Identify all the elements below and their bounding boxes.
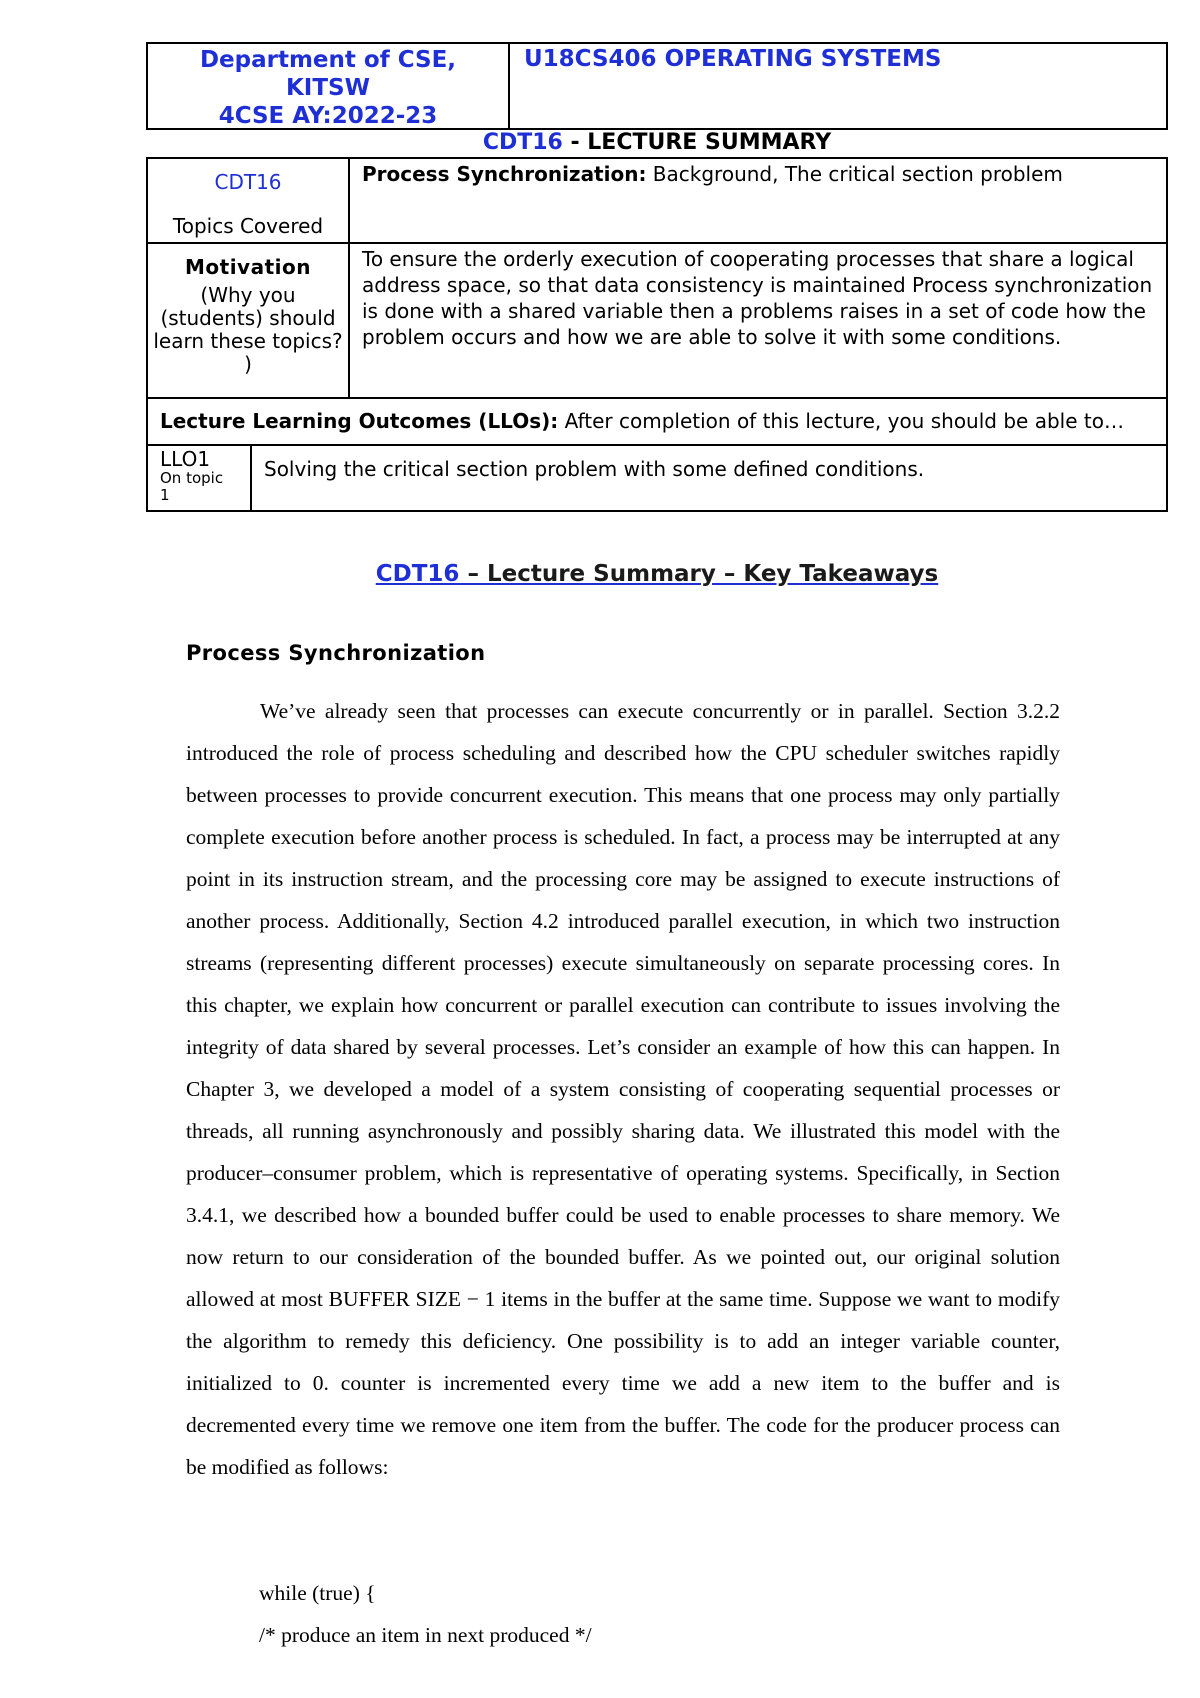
topics-code: CDT16 bbox=[214, 170, 282, 194]
llo-heading: Lecture Learning Outcomes (LLOs): bbox=[160, 409, 559, 433]
motivation-text-line2: address space, so that data consistency is maintained Process synchronization is done with a shared variable then a problems raises in a set of code how the problem occurs and how we are able to solve it with some conditions. bbox=[362, 273, 1153, 349]
llo1-text: Solving the critical section problem with some defined conditions. bbox=[264, 457, 925, 481]
body-text bbox=[186, 690, 1060, 1488]
key-takeaways-title bbox=[146, 561, 1168, 587]
lecture-summary-title bbox=[146, 130, 1168, 156]
llo1-id-cell bbox=[148, 446, 251, 510]
code-line-1: while (true) { bbox=[259, 1581, 376, 1605]
lecture-code: CDT16 bbox=[482, 130, 563, 155]
section-heading: Process Synchronization bbox=[186, 641, 486, 665]
topics-label: Topics Covered bbox=[172, 214, 324, 238]
takeaways-label: – Lecture Summary – Key Takeaways bbox=[459, 561, 939, 587]
course-title: U18CS406 OPERATING SYSTEMS bbox=[524, 46, 942, 72]
llo1-cell bbox=[147, 445, 1167, 511]
topics-row bbox=[147, 158, 1167, 243]
llo-header-row bbox=[147, 398, 1167, 445]
motivation-row bbox=[147, 243, 1167, 398]
department-cell bbox=[148, 44, 510, 128]
llo1-topic-label: On topic bbox=[160, 469, 224, 487]
topics-content-cell bbox=[349, 158, 1167, 243]
takeaways-code: CDT16 bbox=[375, 561, 460, 587]
code-line-2: /* produce an item in next produced */ bbox=[259, 1623, 592, 1647]
department-line: Department of CSE, bbox=[199, 47, 457, 73]
academic-year-line: 4CSE AY:2022-23 bbox=[218, 103, 438, 129]
llo1-id: LLO1 bbox=[160, 447, 211, 471]
lecture-summary-label: - LECTURE SUMMARY bbox=[562, 130, 832, 155]
motivation-content-cell bbox=[349, 243, 1167, 398]
topics-heading: Process Synchronization: bbox=[362, 162, 647, 186]
motivation-label-cell bbox=[147, 243, 349, 398]
topics-text: Background, The critical section problem bbox=[646, 162, 1063, 186]
lecture-summary-table bbox=[146, 157, 1168, 512]
motivation-label: Motivation bbox=[185, 255, 311, 279]
motivation-text-line1: To ensure the orderly execution of cooperating processes that share a logical bbox=[362, 247, 1134, 271]
motivation-subtitle: (Why you (students) should learn these topics? ) bbox=[153, 283, 343, 376]
llo-header-cell bbox=[147, 398, 1167, 445]
header-table bbox=[146, 42, 1168, 130]
body-paragraph: We’ve already seen that processes can execute concurrently or in parallel. Section 3.2.2 introduced the role of process scheduling and described how the CPU scheduler switches rapidly between processes to provide concurrent execution. This means that one process may only partially complete execution before another process is scheduled. In fact, a process may be interrupted at any point in its instruction stream, and the processing core may be assigned to execute instructions of another process. Additionally, Section 4.2 introduced parallel execution, in which two instruction streams (representing different processes) execute simultaneously on separate processing cores. In this chapter, we explain how concurrent or parallel execution can contribute to issues involving the integrity of data shared by several processes. Let’s consider an example of how this can happen. In Chapter 3, we developed a model of a system consisting of cooperating sequential processes or threads, all running asynchronously and possibly sharing data. We illustrated this model with the producer–consumer problem, which is representative of operating systems. Specifically, in Section 3.4.1, we described how a bounded buffer could be used to enable processes to share memory. We now return to our consideration of the bounded buffer. As we pointed out, our original solution allowed at most BUFFER SIZE − 1 items in the buffer at the same time. Suppose we want to modify the algorithm to remedy this deficiency. One possibility is to add an integer variable counter, initialized to 0. counter is incremented every time we add a new item to the buffer and is decremented every time we remove one item from the buffer. The code for the producer process can be modified as follows: bbox=[186, 699, 1060, 1479]
llo1-inner-table bbox=[148, 446, 1166, 510]
llo1-row bbox=[147, 445, 1167, 511]
institute-line: KITSW bbox=[285, 75, 370, 101]
llo1-topic-number: 1 bbox=[160, 486, 170, 504]
topics-label-cell bbox=[147, 158, 349, 243]
llo-intro-text: After completion of this lecture, you should be able to… bbox=[558, 409, 1124, 433]
